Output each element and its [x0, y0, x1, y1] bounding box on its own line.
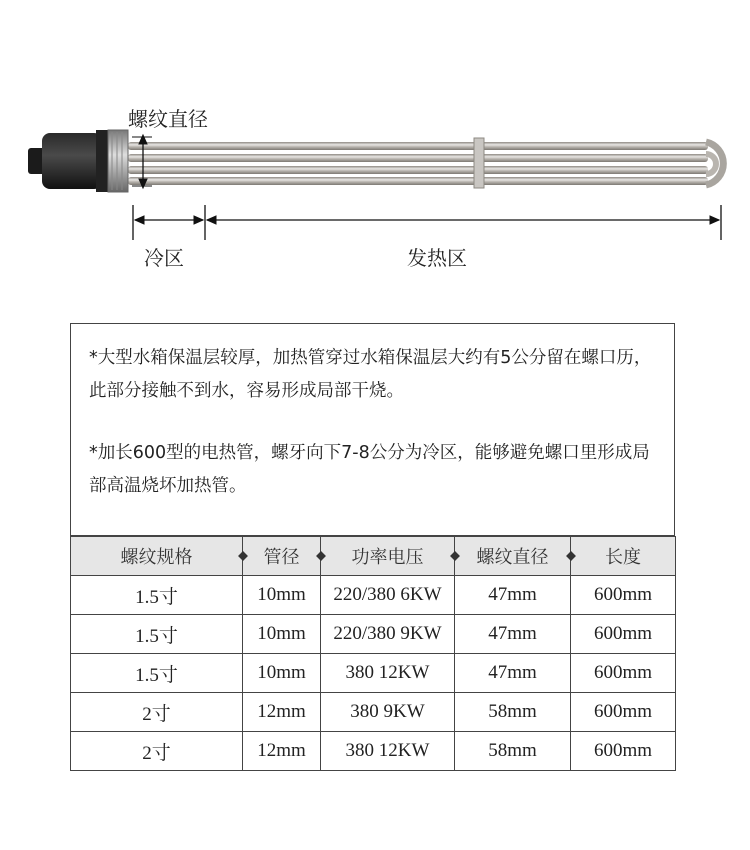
cell-thread-diameter: 47mm	[455, 654, 571, 693]
header-label: 长度	[605, 547, 641, 568]
cell-thread-spec: 1.5寸	[71, 615, 243, 654]
cell-length: 600mm	[571, 576, 676, 615]
header-label: 管径	[263, 547, 300, 568]
table-row	[71, 615, 676, 654]
header-label: 螺纹规格	[120, 547, 193, 568]
cell-tube-diameter: 10mm	[243, 615, 321, 654]
table-row	[71, 693, 676, 732]
heating-tubes	[128, 138, 723, 188]
description-paragraph-2: *加长600型的电热管，螺牙向下7-8公分为冷区，能够避免螺口里形成局部高温烧坏加热管。	[89, 443, 650, 496]
cell-thread-spec: 2寸	[71, 732, 243, 771]
cell-power-voltage: 380 12KW	[321, 654, 455, 693]
cell-power-voltage: 220/380 6KW	[321, 576, 455, 615]
cell-length: 600mm	[571, 654, 676, 693]
cell-length: 600mm	[571, 732, 676, 771]
header-tube-diameter	[243, 537, 321, 576]
header-thread-spec	[71, 537, 243, 576]
thread-nut	[108, 130, 128, 192]
heating-zone-label: 发热区	[407, 246, 467, 270]
cell-thread-diameter: 58mm	[455, 732, 571, 771]
cell-thread-spec: 1.5寸	[71, 576, 243, 615]
cell-thread-diameter: 47mm	[455, 615, 571, 654]
cold-zone-label: 冷区	[144, 246, 184, 270]
cell-length: 600mm	[571, 615, 676, 654]
cell-thread-diameter: 47mm	[455, 576, 571, 615]
spec-table	[70, 536, 676, 771]
heating-element-illustration	[0, 0, 750, 290]
cell-thread-spec: 2寸	[71, 693, 243, 732]
terminal-cap	[28, 130, 110, 192]
header-label: 功率电压	[351, 547, 424, 568]
description-paragraph-1: *大型水箱保温层较厚，加热管穿过水箱保温层大约有5公分留在螺口历，此部分接触不到水，容易形成局部干烧。	[89, 348, 652, 401]
cell-length: 600mm	[571, 693, 676, 732]
table-row	[71, 732, 676, 771]
header-length	[571, 537, 676, 576]
product-diagram	[0, 0, 750, 290]
cell-power-voltage: 220/380 9KW	[321, 615, 455, 654]
header-label: 螺纹直径	[476, 547, 549, 568]
header-power-voltage	[321, 537, 455, 576]
table-row	[71, 654, 676, 693]
thread-diameter-label: 螺纹直径	[128, 107, 208, 131]
header-thread-diameter	[455, 537, 571, 576]
cell-tube-diameter: 10mm	[243, 576, 321, 615]
cell-tube-diameter: 12mm	[243, 732, 321, 771]
table-row	[71, 576, 676, 615]
description-box	[70, 323, 675, 536]
cell-thread-diameter: 58mm	[455, 693, 571, 732]
cell-power-voltage: 380 12KW	[321, 732, 455, 771]
table-header-row	[71, 537, 676, 576]
cell-tube-diameter: 12mm	[243, 693, 321, 732]
zone-dimensions	[133, 205, 721, 240]
cell-tube-diameter: 10mm	[243, 654, 321, 693]
cell-power-voltage: 380 9KW	[321, 693, 455, 732]
cell-thread-spec: 1.5寸	[71, 654, 243, 693]
